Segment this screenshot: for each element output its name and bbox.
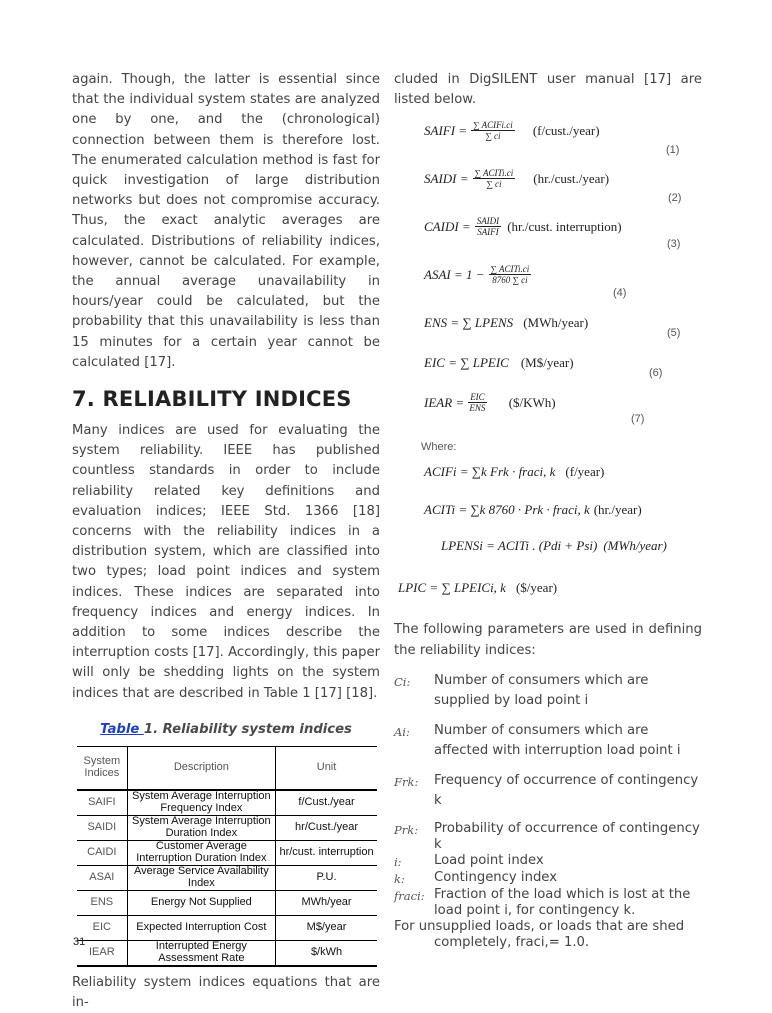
- paragraph-unsupplied-loads: For unsupplied loads, or loads that are shed: [394, 918, 685, 934]
- page-number: 31: [73, 936, 86, 948]
- parameter-item: [394, 721, 702, 761]
- equation-lhs: IEAR =: [424, 394, 465, 410]
- equation-iear: [424, 392, 556, 413]
- fraction-numerator: ∑ ACITi.ci: [474, 168, 514, 179]
- table-cell: SAIDI: [77, 815, 127, 840]
- parameter-symbol: fraci:: [394, 888, 425, 903]
- equation-number: (6): [649, 367, 663, 380]
- parameter-symbol: Prk:: [394, 822, 419, 837]
- parameter-item: [394, 821, 702, 853]
- fraction-numerator: EIC: [470, 392, 485, 403]
- table-cell: System Average Interruption Frequency Index: [127, 790, 275, 816]
- parameter-definition: Fraction of the load which is lost at the load point i, for contingency k.: [434, 886, 691, 918]
- definition-formula: ACIFi = ∑k Frk · fraci, k: [424, 464, 556, 480]
- definition-acif: [424, 464, 604, 480]
- parameter-list: [394, 671, 702, 951]
- parameter-item: [394, 771, 702, 811]
- table-row: [77, 840, 377, 865]
- fraction-denominator: ∑ ci: [485, 131, 501, 142]
- table-caption-text: 1. Reliability system indices: [143, 721, 352, 737]
- equation-number: (7): [631, 413, 645, 426]
- paragraph-equations-intro: Reliability system indices equations that are in-: [72, 974, 380, 1011]
- equation-saifi: [424, 120, 600, 141]
- reliability-indices-table: [77, 746, 377, 967]
- equation-number: (5): [667, 327, 681, 340]
- parameter-item: [394, 870, 702, 887]
- equation-lhs: EIC = ∑ LPEIC: [424, 355, 509, 371]
- where-label: Where:: [421, 441, 457, 454]
- equation-ens: [424, 315, 588, 331]
- column-header: Description: [127, 746, 275, 790]
- parameter-symbol: Frk:: [394, 774, 419, 789]
- left-column: [72, 70, 380, 1013]
- parameter-definition: Load point index: [434, 852, 544, 868]
- fraction-denominator: 8760 ∑ ci: [492, 275, 528, 286]
- table-row: [77, 865, 377, 890]
- column-header: Unit: [276, 746, 377, 790]
- fraction-denominator: ∑ ci: [486, 179, 502, 190]
- equation-lhs: ASAI = 1 −: [424, 266, 485, 282]
- table-cell: Customer Average Interruption Duration Index: [127, 840, 275, 865]
- parameter-symbol: Ai:: [394, 724, 410, 739]
- right-column: [394, 70, 702, 951]
- table-cell: $/kWh: [276, 940, 377, 966]
- definition-formula: ACITi = ∑k 8760 · Prk · fraci, k: [424, 502, 590, 518]
- parameter-definition: Frequency of occurrence of contingency k: [434, 772, 699, 808]
- definition-unit: (hr./year): [593, 502, 642, 518]
- table-cell: hr/cust. interruption: [276, 840, 377, 865]
- equation-lhs: CAIDI =: [424, 218, 471, 234]
- equation-fraction: [468, 392, 487, 413]
- equation-eic: [424, 355, 574, 371]
- parameter-definition: Contingency index: [434, 869, 557, 885]
- table-row: [77, 940, 377, 966]
- table-cell: Expected Interruption Cost: [127, 915, 275, 940]
- equation-lhs: SAIFI =: [424, 122, 468, 138]
- parameter-definition: Probability of occurrence of contingency k: [434, 820, 700, 852]
- table-row: [77, 815, 377, 840]
- parameter-item: [394, 671, 702, 711]
- definition-acit: [424, 502, 642, 518]
- equation-fraction: [473, 168, 516, 189]
- table-cell: IEAR: [77, 940, 127, 966]
- fraction-numerator: SAIDI: [476, 216, 500, 227]
- table-cell: MWh/year: [276, 890, 377, 915]
- column-header: System Indices: [77, 746, 127, 790]
- table-row: [77, 790, 377, 816]
- fraction-denominator: SAIFI: [477, 227, 499, 238]
- table-cell: System Average Interruption Duration Index: [127, 815, 275, 840]
- equation-unit: ($/KWh): [508, 394, 556, 410]
- table-row: [77, 890, 377, 915]
- table-cell: SAIFI: [77, 790, 127, 816]
- definition-lpens: [441, 538, 667, 554]
- parameter-definition: Number of consumers which are supplied by load point i: [434, 672, 649, 708]
- fraction-denominator: ENS: [469, 403, 486, 414]
- table-cell: Average Service Availability Index: [127, 865, 275, 890]
- equation-lhs: ENS = ∑ LPENS: [424, 315, 514, 331]
- table-cell: Energy Not Supplied: [127, 890, 275, 915]
- equation-fraction: [471, 120, 515, 141]
- table-cell: Interrupted Energy Assessment Rate: [127, 940, 275, 966]
- paragraph-reliability-methods: again. Though, the latter is essential since that the individual system states are analyzed one by one, and the (chronological) connection between them is therefore lost. The enumerated calculation method is fast for quick investigation of large distribution networks but does not compromise accuracy. Thus, the exact analytic averages are calculated. Distributions of reliability indices, however, cannot be calculated. For example, the annual average unavailability in hours/year could be calculated, but the probability that this unavailability is less than 15 minutes for a certain year cannot be calculated [17].: [72, 72, 380, 370]
- parameter-item: [394, 853, 702, 870]
- equation-fraction: [489, 264, 532, 285]
- equation-asai: [424, 264, 535, 285]
- parameter-symbol: i:: [394, 854, 402, 869]
- paragraph-parameters-intro: The following parameters are used in defining the reliability indices:: [394, 622, 702, 658]
- equation-lhs: SAIDI =: [424, 170, 469, 186]
- parameter-definition: Number of consumers which are affected with interruption load point i: [434, 722, 681, 758]
- fraction-numerator: ∑ ACIFi.ci: [473, 120, 513, 131]
- equation-number: (2): [668, 192, 682, 205]
- equation-unit: (hr./cust./year): [533, 170, 610, 186]
- paragraph-equations-continued: cluded in DigSILENT user manual [17] are listed below.: [394, 72, 702, 108]
- table-cell: ASAI: [77, 865, 127, 890]
- equation-unit: (M$/year): [520, 355, 574, 371]
- equation-fraction: [475, 216, 502, 237]
- definition-unit: (f/year): [565, 464, 605, 480]
- paragraph-indices-intro: Many indices are used for evaluating the system reliability. IEEE has published countless standards in order to include reliability related key definitions and evaluation indices; IEEE Std. 1366 [18] concerns with the reliability indices in a distribution system, which are classified into two types; load point indices and system indices. These indices are separated into frequency indices and energy indices. In addition to some indices describe the interruption costs [17]. Accordingly, this paper will only be shedding lights on the system indices that are described in Table 1 [17] [18].: [72, 423, 380, 701]
- equation-unit: (f/cust./year): [532, 122, 600, 138]
- parameter-item: [394, 887, 702, 919]
- table-caption-link[interactable]: Table: [100, 721, 144, 737]
- equation-number: (1): [666, 144, 680, 157]
- definitions-block: [394, 460, 702, 610]
- equation-number: (3): [667, 238, 681, 251]
- definition-formula: LPIC = ∑ LPEICi, k: [398, 580, 506, 596]
- table-cell: ENS: [77, 890, 127, 915]
- definition-formula: LPENSi = ACITi . (Pdi + Psi): [441, 538, 598, 554]
- equation-unit: (MWh/year): [523, 315, 589, 331]
- definition-unit: (MWh/year): [603, 538, 667, 554]
- table-cell: hr/Cust./year: [276, 815, 377, 840]
- table-header-row: [77, 746, 377, 790]
- equation-caidi: [424, 216, 622, 237]
- equation-saidi: [424, 168, 609, 189]
- section-heading: 7. RELIABILITY INDICES: [72, 387, 352, 412]
- equation-number: (4): [613, 287, 627, 300]
- table-cell: P.U.: [276, 865, 377, 890]
- paragraph-unsupplied-loads-continued: completely, fraci,= 1.0.: [434, 934, 590, 950]
- parameter-symbol: Ci:: [394, 674, 411, 689]
- equation-unit: (hr./cust. interruption): [507, 218, 622, 234]
- definition-lpic: [398, 580, 557, 596]
- table-row: [77, 915, 377, 940]
- fraction-numerator: ∑ ACITi.ci: [490, 264, 530, 275]
- parameter-symbol: k:: [394, 871, 405, 886]
- table-cell: M$/year: [276, 915, 377, 940]
- table-cell: EIC: [77, 915, 127, 940]
- equations-block: [394, 110, 702, 460]
- table-cell: f/Cust./year: [276, 790, 377, 816]
- definition-unit: ($/year): [515, 580, 558, 596]
- table-cell: CAIDI: [77, 840, 127, 865]
- table-caption: [72, 722, 380, 737]
